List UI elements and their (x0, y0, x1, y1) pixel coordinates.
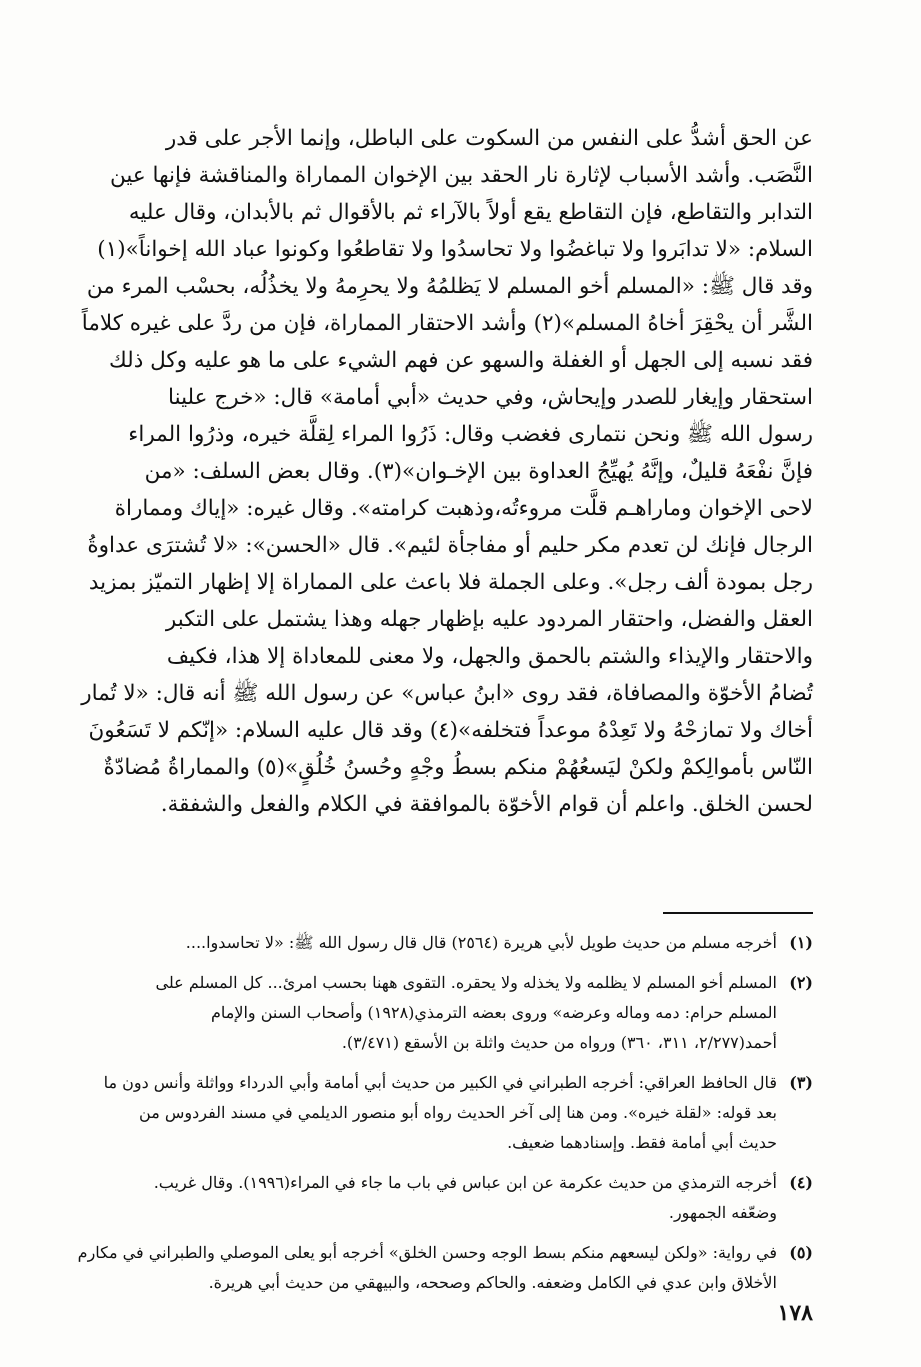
body-line: استحقار وإيغار للصدر وإيحاش، وفي حديث «أبي أمامة» قال: «خرج علينا (168, 385, 813, 410)
body-line: وقد قال ﷺ: «المسلم أخو المسلم لا يَظلمُهُ ولا يحرِمهُ ولا يخذُلُه، بحسْب المرء من (86, 274, 813, 299)
main-body-text (81, 120, 813, 823)
footnote-text: أخرجه الترمذي من حديث عكرمة عن ابن عباس في باب ما جاء في المراء(١٩٩٦). وقال غريب. (153, 1173, 777, 1192)
body-line: النَّصَب. وأشد الأسباب لإثارة نار الحقد بين الإخوان المماراة والمناقشة فإنها عين (110, 163, 813, 188)
body-line: فإنَّ نفْعَهُ قليلٌ، وإنَّهُ يُهيِّجُ العداوة بين الإخـوان»(٣). وقال بعض السلف: «من (144, 459, 813, 484)
footnote-1 (108, 928, 813, 958)
footnote-number: (٢) (789, 973, 813, 992)
footnote-line (103, 1068, 813, 1098)
footnote-text: المسلم أخو المسلم لا يظلمه ولا يخذله ولا يحقره. التقوى ههنا بحسب امرئ... كل المسلم على (155, 973, 777, 992)
body-line: النّاس بأموالِكمْ ولكنْ ليَسعُهُمْ منكم بسطُ وجْهٍ وحُسنُ خُلُقٍ»(٥) والمماراةُ مُضادّةٌ (103, 755, 813, 780)
footnote-4 (108, 1168, 813, 1228)
footnote-line: أحمد(٢/٢٧٧، ٣١١، ٣٦٠) ورواه من حديث واثلة بن الأسقع (٣/٤٧١). (341, 1033, 777, 1052)
footnote-text: في رواية: «ولكن ليسعهم منكم بسط الوجه وحسن الخلق» أخرجه أبو يعلى الموصلي والطبراني في مكارم (77, 1243, 777, 1262)
footnote-3 (103, 1068, 813, 1158)
body-line: الرجال فإنك لن تعدم مكر حليم أو مفاجأة لئيم». قال «الحسن»: «لا تُشترَى عداوةُ (87, 533, 813, 558)
footnote-number: (٣) (789, 1073, 813, 1092)
body-line: رجل بمودة ألف رجل». وعلى الجملة فلا باعث على المماراة إلا إظهار التميّز بمزيد (88, 570, 813, 595)
body-line: الشَّر أن يحْقِرَ أخاهُ المسلم»(٢) وأشد الاحتقار المماراة، فإن من ردَّ على غيره كلاماً (81, 311, 813, 336)
footnote-line: المسلم حرام: دمه وماله وعرضه» وروى بعضه الترمذي(١٩٢٨) وأصحاب السنن والإمام (211, 1003, 777, 1022)
footnote-line: الأخلاق وابن عدي في الكامل وضعفه. والحاكم وصححه، والبيهقي من حديث أبي هريرة. (208, 1273, 777, 1292)
footnote-text: أخرجه مسلم من حديث طويل لأبي هريرة (٢٥٦٤) قال قال رسول الله ﷺ: «لا تحاسدوا.... (185, 933, 777, 952)
body-line: تُضامُ الأخوّة والمصافاة، فقد روى «ابنُ عباس» عن رسول الله ﷺ أنه قال: «لا تُمار (81, 681, 813, 706)
body-line: رسول الله ﷺ ونحن نتمارى فغضب وقال: ذَرُوا المراء لِقلَّة خيره، وذرُوا المراء (128, 422, 813, 447)
footnote-number: (١) (789, 933, 813, 952)
footnote-2 (108, 968, 813, 1058)
body-line: لاحى الإخوان وماراهـم قلَّت مروءتُه،وذهبت كرامته». وقال غيره: «إياك ومماراة (114, 496, 813, 521)
footnote-number: (٥) (789, 1243, 813, 1262)
footnote-line: حديث أبي أمامة فقط. وإسنادهما ضعيف. (507, 1133, 777, 1152)
body-line: لحسن الخلق. واعلم أن قوام الأخوّة بالموافقة في الكلام والفعل والشفقة. (160, 792, 813, 817)
footnote-line (108, 968, 813, 998)
footnote-divider (663, 912, 813, 914)
body-line: التدابر والتقاطع، فإن التقاطع يقع أولاً بالآراء ثم بالأقوال ثم بالأبدان، وقال عليه (128, 200, 813, 225)
footnote-number: (٤) (789, 1173, 813, 1192)
footnote-line: بعد قوله: «لقلة خيره». ومن هنا إلى آخر الحديث رواه أبو منصور الديلمي في مسند الفردوس من (139, 1103, 777, 1122)
footnote-5 (77, 1238, 813, 1298)
body-line: فقد نسبه إلى الجهل أو الغفلة والسهو عن فهم الشيء على ما هو عليه وكل ذلك (109, 348, 813, 373)
body-line: السلام: «لا تدابَروا ولا تباغضُوا ولا تحاسدُوا ولا تقاطعُوا وكونوا عباد الله إخواناً»(١) (97, 237, 813, 262)
footnotes-section (77, 928, 813, 1308)
body-line: والاحتقار والإيذاء والشتم بالحمق والجهل، ولا معنى للمعاداة إلا هذا، فكيف (166, 644, 813, 669)
footnote-line: وضعّفه الجمهور. (668, 1203, 777, 1222)
body-line: العقل والفضل، واحتقار المردود عليه بإظهار جهله وهذا يشتمل على التكبر (165, 607, 813, 632)
footnote-line (108, 928, 813, 958)
footnote-text: قال الحافظ العراقي: أخرجه الطبراني في الكبير من حديث أبي أمامة وأبي الدرداء وواثلة وأنس دون ما (103, 1073, 777, 1092)
body-line: عن الحق أشدُّ على النفس من السكوت على الباطل، وإنما الأجر على قدر (165, 126, 813, 151)
footnote-line (108, 1168, 813, 1198)
page-number: ١٧٨ (777, 1300, 813, 1326)
body-line: أخاك ولا تمازحْهُ ولا تَعِدْهُ موعداً فتخلفه»(٤) وقد قال عليه السلام: «إنّكم لا تَسَعُونَ (88, 718, 813, 743)
footnote-line (77, 1238, 813, 1268)
